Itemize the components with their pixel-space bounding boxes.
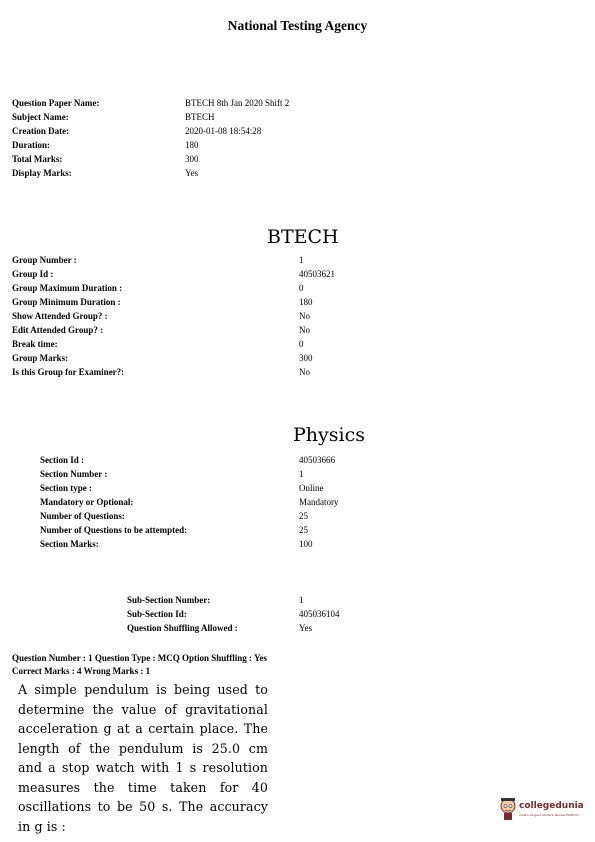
section-info-value: 40503666 — [299, 455, 335, 465]
group-info-label: Break time: — [12, 339, 58, 349]
group-info-value: 40503621 — [299, 269, 335, 279]
paper-info-value: 300 — [185, 154, 199, 164]
paper-info-label: Duration: — [12, 140, 50, 150]
group-info-value: 0 — [299, 339, 304, 349]
group-info-label: Group Number : — [12, 255, 77, 265]
group-info-value: 180 — [299, 297, 313, 307]
section-info-value: Mandatory — [299, 497, 339, 507]
group-heading: BTECH — [267, 226, 339, 248]
paper-info-value: Yes — [185, 168, 199, 178]
paper-info-label: Question Paper Name: — [12, 98, 100, 108]
group-info-value: 0 — [299, 283, 304, 293]
group-info-label: Group Id : — [12, 269, 54, 279]
paper-info-label: Subject Name: — [12, 112, 69, 122]
group-info-label: Group Marks: — [12, 353, 69, 363]
logo-name: collegedunia — [519, 801, 584, 811]
question-header: Question Number : 1 Question Type : MCQ Option Shuffling : Yes — [12, 653, 267, 663]
question-marks: Correct Marks : 4 Wrong Marks : 1 — [12, 666, 151, 676]
group-info-label: Group Maximum Duration : — [12, 283, 123, 293]
subsection-info-value: Yes — [299, 623, 313, 633]
group-info-label: Show Attended Group? : — [12, 311, 108, 321]
section-info-value: 25 — [299, 511, 308, 521]
section-info-value: 100 — [299, 539, 313, 549]
section-heading: Physics — [293, 424, 365, 446]
question-text: A simple pendulum is being used to determine the value of gravitational acceleration g at a certain place. The length of the pendulum is 25.0 cm and a stop watch with 1 s resolution measures the time taken for 40 oscillations to be 50 s. The accuracy in g is : — [18, 682, 268, 834]
logo-tagline: India's Largest Student Review Platform — [519, 813, 579, 817]
collegedunia-logo — [499, 797, 589, 823]
subsection-info-value: 405036104 — [299, 609, 340, 619]
group-info-value: 1 — [299, 255, 304, 265]
subsection-info-label: Sub-Section Number: — [127, 595, 211, 605]
group-info-value: No — [299, 311, 310, 321]
section-info-label: Section Marks: — [40, 539, 99, 549]
group-info-label: Group Minimum Duration : — [12, 297, 121, 307]
paper-info-label: Total Marks: — [12, 154, 63, 164]
group-info-label: Is this Group for Examiner?: — [12, 367, 125, 377]
section-info-label: Section Number : — [40, 469, 108, 479]
paper-info-label: Creation Date: — [12, 126, 70, 136]
section-info-label: Number of Questions to be attempted: — [40, 525, 188, 535]
paper-info-value: 180 — [185, 140, 199, 150]
section-info-label: Section type : — [40, 483, 92, 493]
section-info-value: Online — [299, 483, 324, 493]
group-info-label: Edit Attended Group? : — [12, 325, 104, 335]
section-info-label: Mandatory or Optional: — [40, 497, 134, 507]
paper-info-label: Display Marks: — [12, 168, 72, 178]
paper-info-value: BTECH 8th Jan 2020 Shift 2 — [185, 98, 290, 108]
section-info-label: Section Id : — [40, 455, 85, 465]
section-info-value: 1 — [299, 469, 304, 479]
group-info-value: No — [299, 367, 310, 377]
paper-info-value: BTECH — [185, 112, 215, 122]
mascot-icon — [499, 797, 517, 821]
section-info-label: Number of Questions: — [40, 511, 125, 521]
subsection-info-label: Sub-Section Id: — [127, 609, 187, 619]
paper-info-value: 2020-01-08 18:54:28 — [185, 126, 262, 136]
subsection-info-value: 1 — [299, 595, 304, 605]
section-info-value: 25 — [299, 525, 308, 535]
group-info-value: 300 — [299, 353, 313, 363]
group-info-value: No — [299, 325, 310, 335]
page-title: National Testing Agency — [227, 18, 368, 33]
subsection-info-label: Question Shuffling Allowed : — [127, 623, 238, 633]
